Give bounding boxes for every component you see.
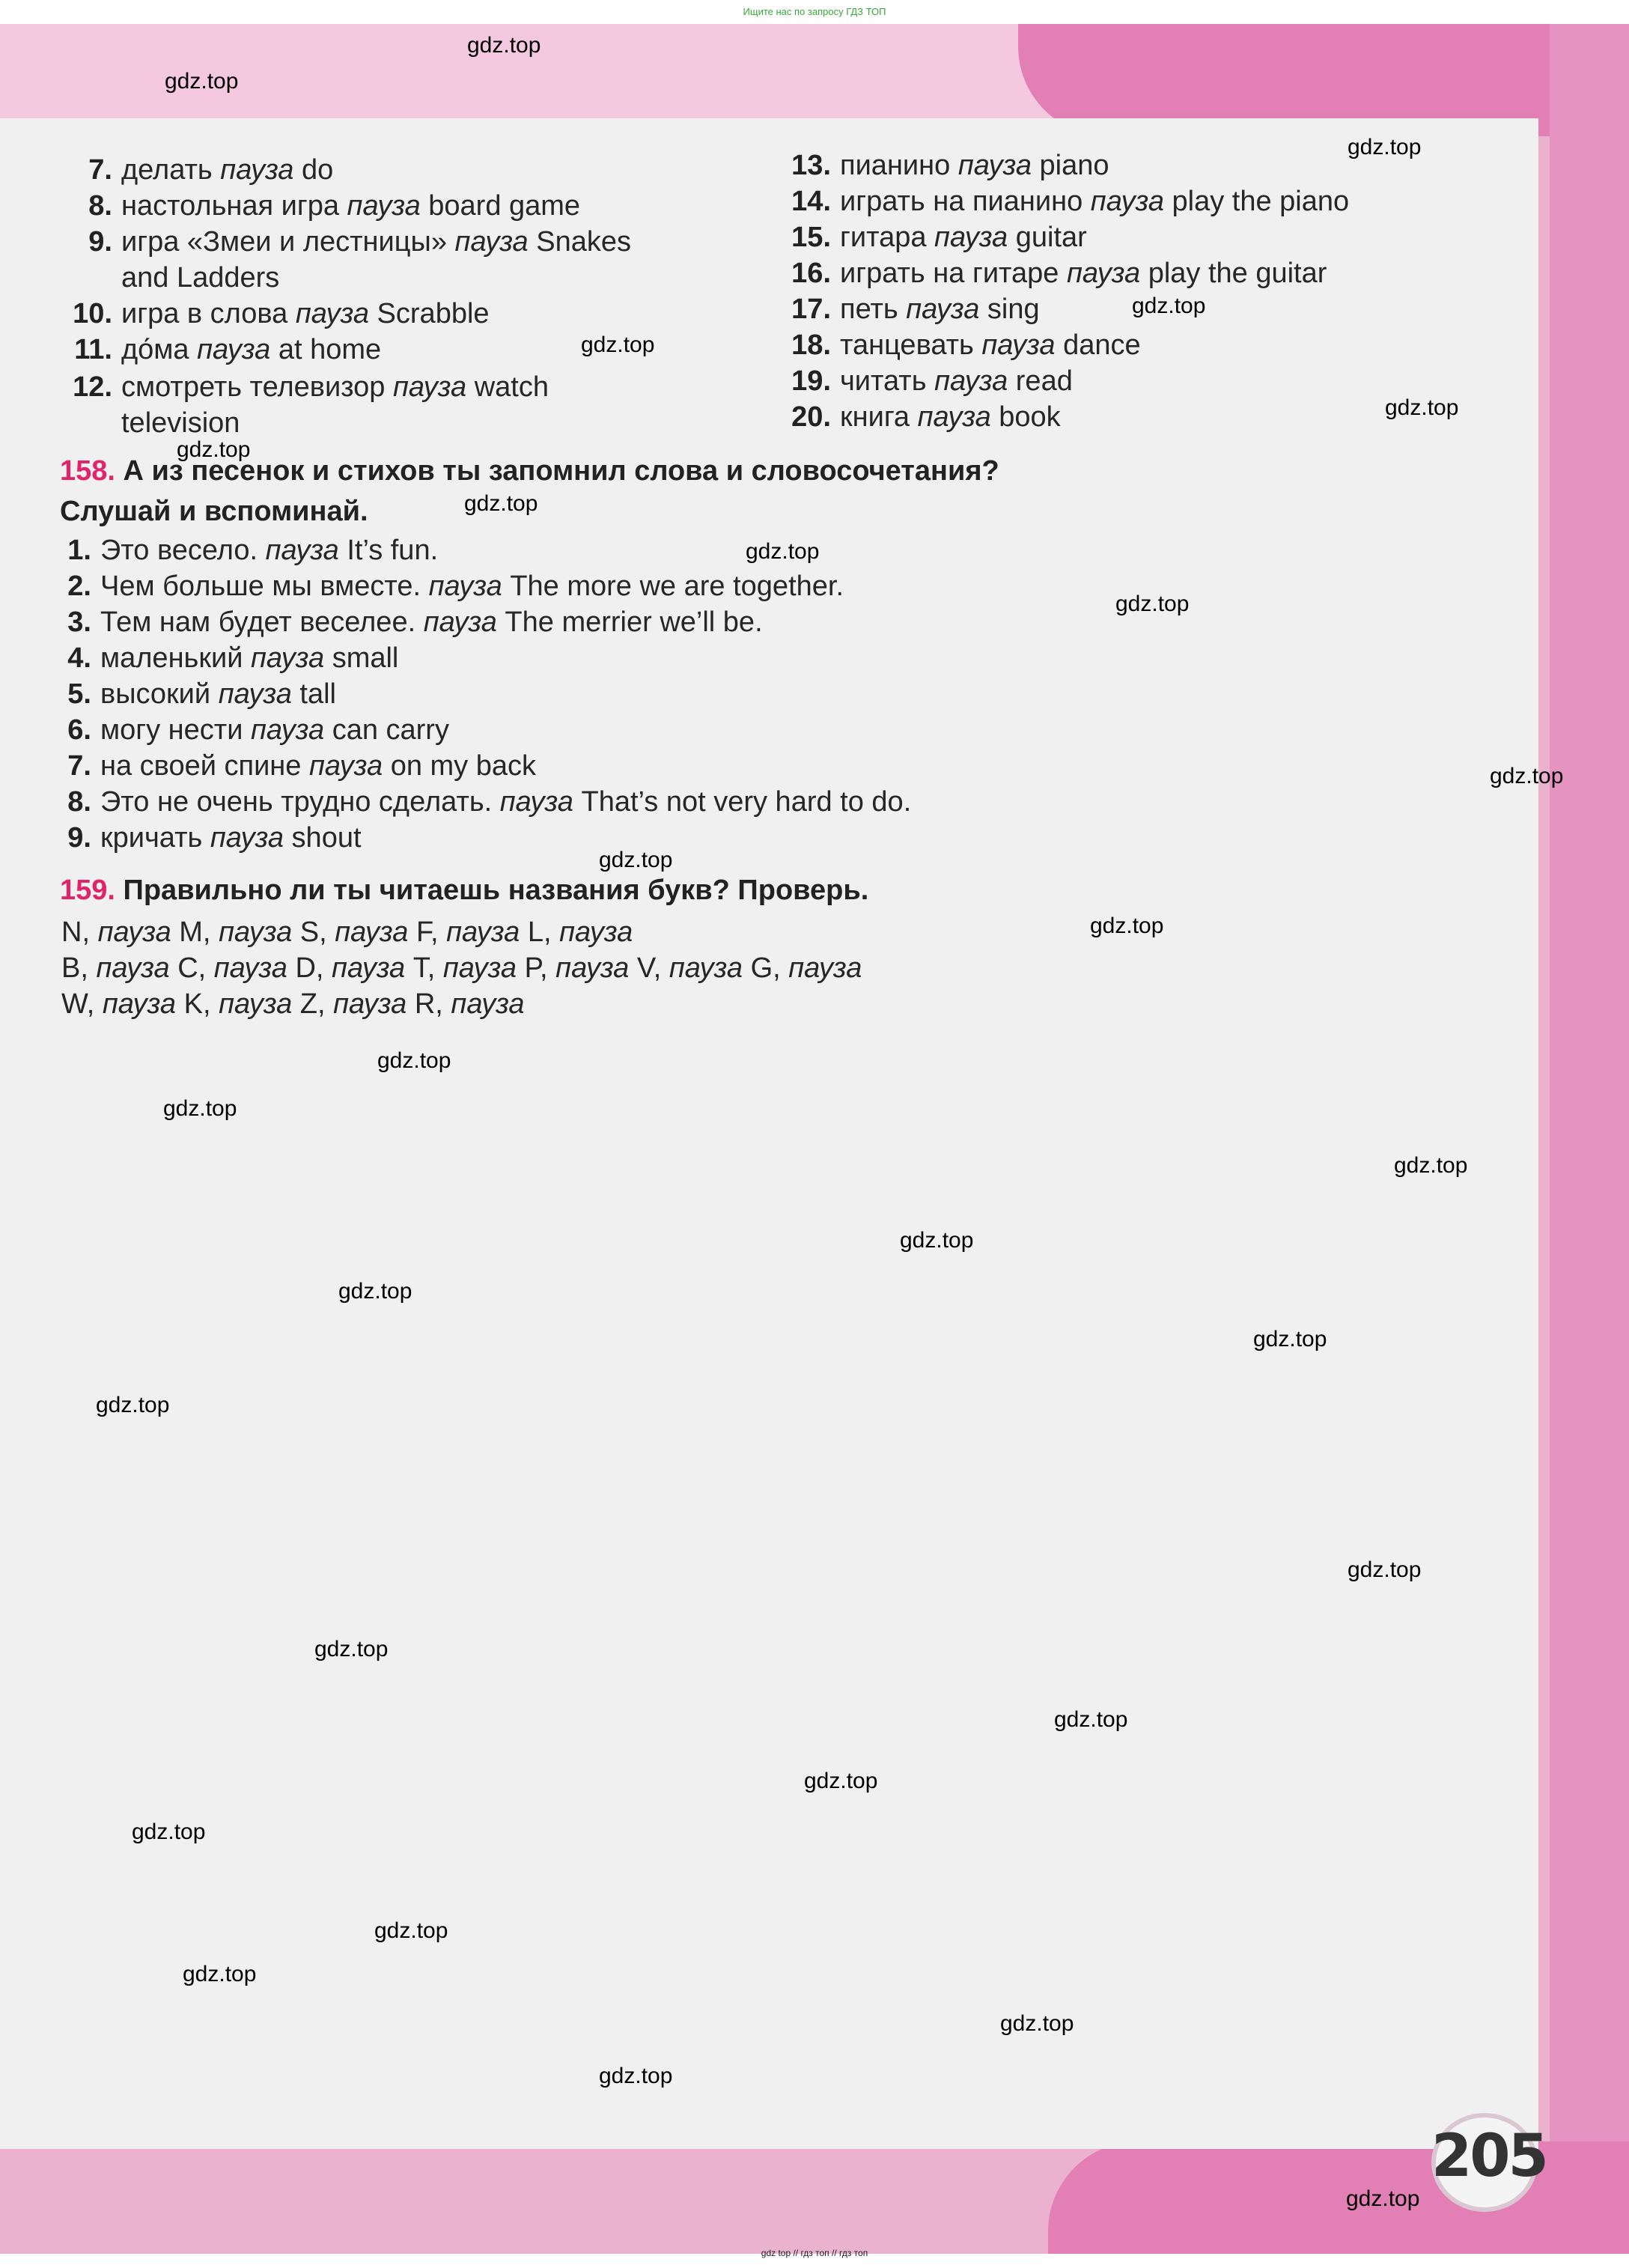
- right-list-item: [779, 292, 1040, 326]
- exercise-158-item: [37, 677, 336, 711]
- right-list-item-number: 20.: [791, 401, 831, 433]
- watermark: gdz.top: [1054, 1707, 1128, 1732]
- letter: Z,: [299, 988, 334, 1020]
- right-list-item: [779, 400, 1061, 434]
- left-list-item-number: 12.: [73, 371, 112, 403]
- right-list-item-english: sing: [979, 294, 1040, 325]
- right-list-item-russian: книга: [840, 401, 918, 433]
- exercise-158-item-english: small: [324, 642, 399, 674]
- letter: L,: [527, 916, 560, 948]
- right-list-item-english: guitar: [1008, 222, 1087, 253]
- exercise-158-item-russian: высокий: [100, 678, 219, 710]
- right-list-item-russian: петь: [840, 294, 907, 325]
- right-list-item-pause: пауза: [1066, 258, 1141, 289]
- exercise-158-item-pause: пауза: [499, 786, 573, 818]
- letter: D,: [295, 952, 332, 984]
- exercise-158-instruction: Слушай и вспоминай.: [60, 496, 368, 527]
- exercise-158-item-english: tall: [291, 678, 336, 710]
- exercise-158-title-line1: А из песенок и стихов ты запомнил слова и словосочетания?: [123, 455, 999, 487]
- watermark: gdz.top: [467, 33, 541, 58]
- exercise-158-item-number: 2.: [67, 571, 91, 602]
- exercise-158-item-number: 7.: [67, 750, 91, 782]
- watermark: gdz.top: [1000, 2011, 1074, 2036]
- exercise-158-item-pause: пауза: [210, 822, 284, 854]
- exercise-158-item-russian: Чем больше мы вместе.: [100, 571, 429, 602]
- exercise-158-item-pause: пауза: [250, 642, 325, 674]
- letter: T,: [412, 952, 443, 984]
- letter-pause: пауза: [332, 952, 406, 984]
- left-list-item-pause: пауза: [347, 190, 421, 222]
- letter: F,: [415, 916, 447, 948]
- letter-pause: пауза: [213, 952, 287, 984]
- exercise-158-item-english: can carry: [324, 714, 449, 746]
- watermark: gdz.top: [163, 1096, 237, 1121]
- left-list-item: [60, 261, 279, 295]
- left-list-item: [60, 332, 381, 367]
- letter-pause: пауза: [555, 952, 630, 984]
- left-list-item-pause: пауза: [295, 298, 369, 329]
- left-list-item: [60, 297, 490, 331]
- watermark: gdz.top: [177, 437, 251, 462]
- watermark: gdz.top: [900, 1228, 974, 1253]
- left-list-item: [60, 406, 240, 440]
- left-list-item-pause: пауза: [220, 154, 294, 186]
- left-list-item-english: television: [121, 407, 240, 439]
- watermark: gdz.top: [1348, 1557, 1422, 1582]
- exercise-158-item-pause: пауза: [265, 535, 339, 566]
- letter-pause: пауза: [219, 988, 293, 1020]
- letter-pause: пауза: [333, 988, 407, 1020]
- left-list-item-english: Snakes: [528, 226, 631, 258]
- left-list-item-russian: игра «Змеи и лестницы»: [121, 226, 455, 258]
- left-list-item-english: board game: [420, 190, 581, 222]
- letter: B,: [61, 952, 97, 984]
- exercise-158-item: [37, 749, 536, 783]
- left-list-item: [60, 153, 333, 187]
- watermark: gdz.top: [165, 69, 239, 94]
- exercise-158-item: [37, 605, 763, 639]
- exercise-158-item-pause: пауза: [308, 750, 383, 782]
- exercise-158-item-pause: пауза: [428, 571, 502, 602]
- left-list-item-english: do: [293, 154, 334, 186]
- exercise-158-item-russian: Это весело.: [100, 535, 266, 566]
- exercise-158-item-number: 1.: [67, 535, 91, 566]
- watermark: gdz.top: [1115, 592, 1190, 616]
- left-list-item-english: Scrabble: [369, 298, 490, 329]
- right-list-item-number: 13.: [791, 150, 831, 181]
- right-list-item-number: 17.: [791, 294, 831, 325]
- exercise-158-item-russian: кричать: [100, 822, 210, 854]
- right-list-item-english: dance: [1055, 329, 1141, 361]
- bottom-banner[interactable]: gdz top // гдз топ // гдз топ: [761, 2248, 868, 2258]
- right-list-item-pause: пауза: [934, 365, 1008, 397]
- exercise-158-item-number: 8.: [67, 786, 91, 818]
- left-list-item-number: 7.: [88, 154, 112, 186]
- watermark: gdz.top: [1132, 294, 1206, 318]
- exercise-158-item: [37, 641, 398, 675]
- watermark: gdz.top: [1090, 913, 1164, 938]
- left-list-item-english: watch: [466, 371, 549, 403]
- watermark: gdz.top: [1346, 2186, 1420, 2211]
- exercise-158-item-english: The more we are together.: [502, 571, 844, 602]
- right-list-item: [779, 220, 1087, 255]
- frame-right-edge: [1550, 24, 1629, 2254]
- exercise-158-item-number: 5.: [67, 678, 91, 710]
- watermark: gdz.top: [581, 332, 655, 357]
- right-list-item: [779, 184, 1349, 219]
- right-list-item: [779, 148, 1109, 183]
- watermark: gdz.top: [1348, 135, 1422, 159]
- top-banner[interactable]: Ищите нас по запросу ГДЗ ТОП: [743, 6, 886, 17]
- left-list-item-english: and Ladders: [121, 262, 280, 294]
- right-list-item-number: 15.: [791, 222, 831, 253]
- letter: M,: [179, 916, 219, 948]
- watermark: gdz.top: [1490, 764, 1564, 788]
- right-list-item-pause: пауза: [957, 150, 1032, 181]
- left-list-item-russian: игра в слова: [121, 298, 296, 329]
- exercise-158-item-number: 4.: [67, 642, 91, 674]
- left-list-item-number: 8.: [88, 190, 112, 222]
- exercise-158-item-number: 6.: [67, 714, 91, 746]
- letter-pause: пауза: [788, 952, 862, 984]
- exercise-159-title: [60, 873, 868, 907]
- letter-row: [61, 951, 862, 985]
- left-list-item-number: 10.: [73, 298, 112, 329]
- right-list-item-number: 14.: [791, 186, 831, 217]
- right-list-item-russian: играть на пианино: [840, 186, 1091, 217]
- watermark: gdz.top: [183, 1962, 257, 1986]
- right-list-item-russian: пианино: [840, 150, 958, 181]
- letter-pause: пауза: [96, 952, 170, 984]
- letter: P,: [524, 952, 556, 984]
- letter-row: [61, 915, 633, 949]
- exercise-158-item-russian: на своей спине: [100, 750, 309, 782]
- letter: R,: [414, 988, 451, 1020]
- exercise-158-item-pause: пауза: [218, 678, 292, 710]
- left-list-item: [60, 370, 549, 404]
- right-list-item-russian: читать: [840, 365, 935, 397]
- left-list-item-pause: пауза: [454, 226, 529, 258]
- watermark: gdz.top: [374, 1918, 448, 1943]
- letter-pause: пауза: [335, 916, 409, 948]
- exercise-158-item-russian: Тем нам будет веселее.: [100, 606, 424, 638]
- letter: K,: [183, 988, 219, 1020]
- page-number: 205: [1431, 2123, 1547, 2190]
- watermark: gdz.top: [599, 848, 673, 872]
- exercise-158-item-number: 9.: [67, 822, 91, 854]
- right-list-item-english: play the guitar: [1140, 258, 1327, 289]
- watermark: gdz.top: [804, 1769, 878, 1793]
- left-list-item-number: 9.: [88, 226, 112, 258]
- exercise-158-number: 158.: [60, 455, 115, 487]
- watermark: gdz.top: [599, 2064, 673, 2088]
- watermark: gdz.top: [1385, 395, 1459, 420]
- exercise-158-item: [37, 569, 844, 604]
- watermark: gdz.top: [132, 1819, 206, 1844]
- exercise-158-item-english: The merrier we’ll be.: [496, 606, 763, 638]
- watermark: gdz.top: [96, 1393, 170, 1417]
- letter-pause: пауза: [442, 952, 517, 984]
- right-list-item-english: read: [1008, 365, 1073, 397]
- letter-pause: пауза: [446, 916, 520, 948]
- left-list-item: [60, 225, 631, 259]
- letter: S,: [299, 916, 335, 948]
- watermark: gdz.top: [338, 1279, 412, 1304]
- right-list-item-russian: танцевать: [840, 329, 982, 361]
- left-list-item: [60, 189, 580, 223]
- exercise-159-title-text: Правильно ли ты читаешь названия букв? Проверь.: [123, 875, 869, 906]
- exercise-158-item: [37, 713, 449, 747]
- letter-row: [61, 987, 525, 1021]
- watermark: gdz.top: [1394, 1153, 1468, 1178]
- letter-pause: пауза: [219, 916, 293, 948]
- watermark: gdz.top: [314, 1637, 389, 1662]
- letter: C,: [177, 952, 214, 984]
- left-list-item-russian: делать: [121, 154, 221, 186]
- watermark: gdz.top: [464, 491, 538, 516]
- right-list-item-english: book: [990, 401, 1061, 433]
- exercise-158-item-english: shout: [284, 822, 362, 854]
- right-list-item: [779, 364, 1073, 398]
- right-list-item-number: 19.: [791, 365, 831, 397]
- right-list-item-pause: пауза: [934, 222, 1008, 253]
- left-list-item-number: 11.: [74, 334, 112, 365]
- left-list-item-russian: настольная игра: [121, 190, 347, 222]
- letter-pause: пауза: [451, 988, 525, 1020]
- left-list-item-pause: пауза: [197, 334, 271, 365]
- right-list-item-pause: пауза: [1090, 186, 1164, 217]
- left-list-item-russian: смотреть телевизор: [121, 371, 393, 403]
- right-list-item: [779, 328, 1141, 362]
- letter-pause: пауза: [559, 916, 633, 948]
- right-list-item-number: 18.: [791, 329, 831, 361]
- letter-pause: пауза: [102, 988, 177, 1020]
- exercise-158-item: [37, 785, 911, 819]
- left-list-item-pause: пауза: [393, 371, 467, 403]
- exercise-158-item: [37, 533, 438, 568]
- letter: N,: [61, 916, 98, 948]
- right-list-item-pause: пауза: [981, 329, 1056, 361]
- exercise-158-item-russian: могу нести: [100, 714, 251, 746]
- letter-pause: пауза: [669, 952, 743, 984]
- exercise-158-item-russian: Это не очень трудно сделать.: [100, 786, 500, 818]
- right-list-item: [779, 256, 1327, 291]
- letter: G,: [750, 952, 789, 984]
- exercise-159-number: 159.: [60, 875, 115, 906]
- left-list-item-russian: до́ма: [121, 334, 198, 365]
- right-list-item-russian: гитара: [840, 222, 935, 253]
- right-list-item-pause: пауза: [906, 294, 980, 325]
- exercise-158-item-russian: маленький: [100, 642, 251, 674]
- exercise-158-item-english: It’s fun.: [338, 535, 439, 566]
- exercise-158-item-english: on my back: [383, 750, 537, 782]
- exercise-158-item-number: 3.: [67, 606, 91, 638]
- watermark: gdz.top: [1253, 1327, 1327, 1352]
- right-list-item-russian: играть на гитаре: [840, 258, 1067, 289]
- right-list-item-english: piano: [1031, 150, 1109, 181]
- exercise-158-item-english: That’s not very hard to do.: [573, 786, 912, 818]
- letter: W,: [61, 988, 103, 1020]
- watermark: gdz.top: [746, 539, 820, 564]
- watermark: gdz.top: [377, 1048, 451, 1073]
- right-list-item-number: 16.: [791, 258, 831, 289]
- left-list-item-english: at home: [270, 334, 382, 365]
- letter-pause: пауза: [97, 916, 171, 948]
- right-list-item-english: play the piano: [1163, 186, 1350, 217]
- letter: V,: [636, 952, 669, 984]
- right-list-item-pause: пауза: [917, 401, 991, 433]
- exercise-158-item-pause: пауза: [250, 714, 325, 746]
- exercise-158-item: [37, 821, 362, 855]
- exercise-158-item-pause: пауза: [423, 606, 497, 638]
